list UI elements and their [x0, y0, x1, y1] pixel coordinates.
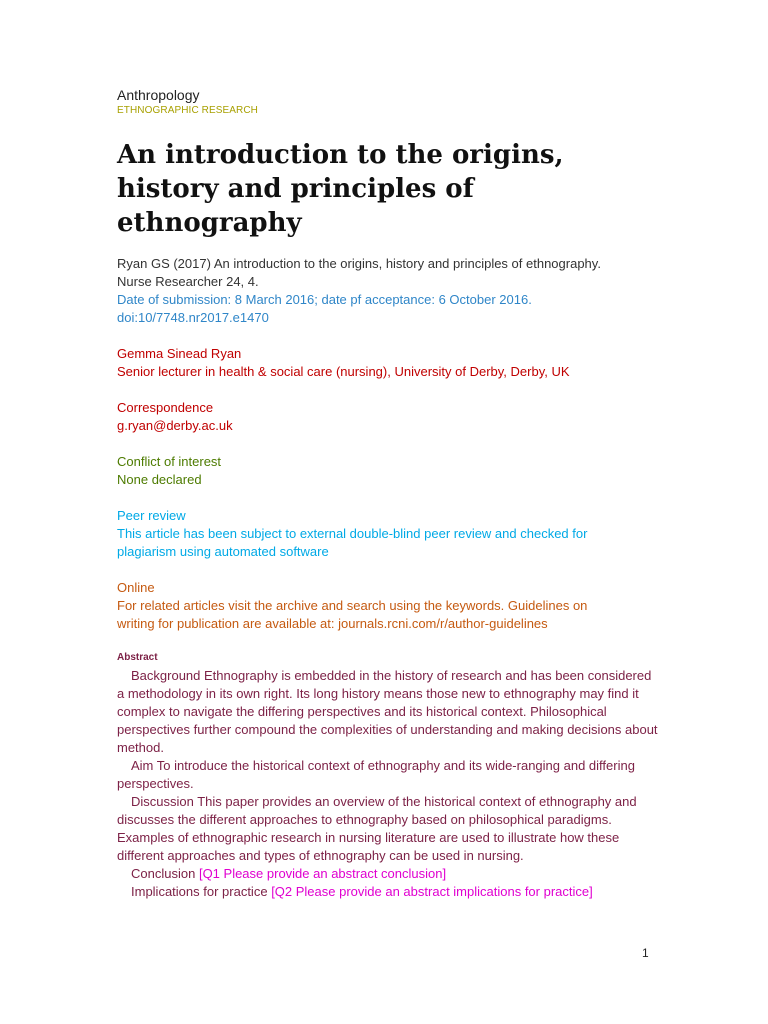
online-line-2[interactable]: writing for publication are available at: journals.rcni.com/r/author-guidelines: [117, 616, 548, 631]
abstract-heading: Abstract: [117, 652, 158, 663]
subcategory-label: ETHNOGRAPHIC RESEARCH: [117, 105, 259, 116]
article-title: [117, 138, 662, 240]
correspondence-label: Correspondence: [117, 400, 214, 415]
peer-review-line-2: plagiarism using automated software: [117, 544, 329, 559]
online-line-1: For related articles visit the archive and search using the keywords. Guidelines on: [117, 598, 588, 613]
conflict-label: Conflict of interest: [117, 454, 222, 469]
author-name: Gemma Sinead Ryan: [117, 346, 242, 361]
author-block: [117, 345, 662, 381]
abstract-background: Background Ethnography is embedded in the history of research and has been considered a methodology in its own right. Its long history means those new to ethnography may find it complex to navigate the differing perspectives and its historical context. Philosophical perspectives further compound the complexities of understanding and making decisions about method.: [117, 668, 658, 755]
implications-label: Implications for practice: [131, 884, 268, 899]
peer-review-line-1: This article has been subject to external double-blind peer review and checked for: [117, 526, 588, 541]
abstract-aim: Aim To introduce the historical context of ethnography and its wide-ranging and differing perspectives.: [117, 758, 635, 791]
doi-link[interactable]: doi:10/7748.nr2017.e1470: [117, 310, 269, 325]
correspondence-email[interactable]: g.ryan@derby.ac.uk: [117, 418, 233, 433]
citation: [117, 255, 662, 327]
online-label: Online: [117, 580, 155, 595]
peer-review-block: [117, 507, 662, 561]
page-number: 1: [642, 946, 649, 960]
title-line-3: ethnography: [117, 208, 302, 238]
citation-line-2: Nurse Researcher 24, 4.: [117, 274, 259, 289]
title-line-1: An introduction to the origins,: [117, 140, 564, 170]
citation-line-1: Ryan GS (2017) An introduction to the origins, history and principles of ethnography.: [117, 256, 601, 271]
conclusion-query: [Q1 Please provide an abstract conclusion]: [198, 866, 447, 881]
correspondence-block: [117, 399, 662, 435]
abstract-implications: [117, 883, 662, 901]
online-block: [117, 579, 662, 633]
peer-review-label: Peer review: [117, 508, 186, 523]
title-line-2: history and principles of: [117, 174, 474, 204]
conflict-value: None declared: [117, 472, 202, 487]
implications-query: [Q2 Please provide an abstract implications for practice]: [271, 884, 593, 899]
submission-dates: Date of submission: 8 March 2016; date pf acceptance: 6 October 2016.: [117, 292, 532, 307]
abstract-conclusion: [117, 865, 662, 883]
abstract-discussion: Discussion This paper provides an overview of the historical context of ethnography and discusses the different approaches to ethnography based on philosophical paradigms. Examples of ethnographic research in nursing literature are used to illustrate how these different approaches and types of ethnography can be used in nursing.: [117, 794, 637, 863]
category-label: Anthropology: [117, 87, 200, 103]
abstract-body: [117, 667, 662, 901]
conclusion-label: Conclusion: [131, 866, 196, 881]
author-affiliation: Senior lecturer in health & social care (nursing), University of Derby, Derby, UK: [117, 364, 570, 379]
document-page: [117, 86, 662, 901]
conflict-block: [117, 453, 662, 489]
